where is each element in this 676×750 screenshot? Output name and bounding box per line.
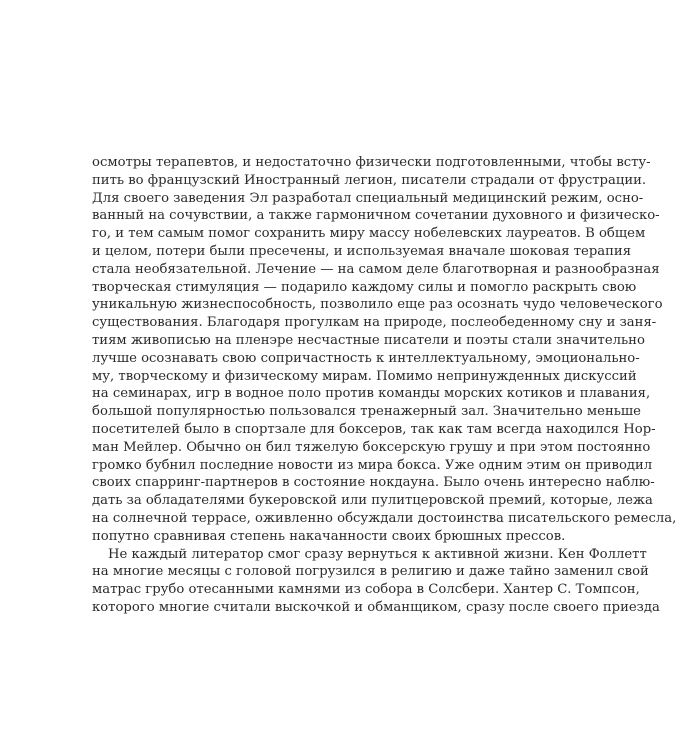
text-line: го, и тем самым помог сохранить миру массу нобелевских лауреатов. В общем: [92, 226, 646, 242]
text-line: ман Мейлер. Обычно он бил тяжелую боксерскую грушу и при этом постоянно: [92, 439, 651, 455]
body-text: [92, 154, 676, 617]
text-line: на солнечной террасе, оживленно обсуждали достоинства писательского ремесла,: [92, 510, 676, 526]
text-line: громко бубнил последние новости из мира бокса. Уже одним этим он приводил: [92, 457, 653, 473]
text-line: которого многие считали выскочкой и обманщиком, сразу после своего приезда: [92, 599, 660, 615]
text-line: стала необязательной. Лечение — на самом деле благотворная и разнообразная: [92, 261, 660, 277]
text-line: на многие месяцы с головой погрузился в религию и даже тайно заменил свой: [92, 564, 649, 580]
text-line: лучше осознавать свою сопричастность к интеллектуальному, эмоционально-: [92, 350, 640, 366]
text-line: большой популярностью пользовался тренажерный зал. Значительно меньше: [92, 404, 641, 420]
text-line: Для своего заведения Эл разработал специальный медицинский режим, осно-: [92, 190, 644, 206]
text-line: на семинарах, игр в водное поло против команды морских котиков и плавания,: [92, 386, 651, 402]
text-line: творческая стимуляция — подарило каждому силы и помогло раскрыть свою: [92, 279, 637, 295]
text-line: уникальную жизнеспособность, позволило еще раз осознать чудо человеческого: [92, 297, 663, 313]
text-line: попутно сравнивая степень накачанности своих брюшных прессов.: [92, 528, 566, 544]
text-line: и целом, потери были пресечены, и используемая вначале шоковая терапия: [92, 243, 632, 259]
paragraph: [92, 154, 676, 546]
text-line: тиям живописью на пленэре несчастные писатели и поэты стали значительно: [92, 332, 645, 348]
text-line: посетителей было в спортзале для боксеров, так как там всегда находился Нор-: [92, 421, 656, 437]
text-line: пить во французский Иностранный легион, писатели страдали от фрустрации.: [92, 172, 647, 188]
text-line: му, творческому и физическому мирам. Помимо непринужденных дискуссий: [92, 368, 637, 384]
text-line: своих спарринг-партнеров в состояние нокдауна. Было очень интересно наблю-: [92, 475, 655, 491]
paragraph: [92, 546, 660, 617]
text-line: ванный на сочувствии, а также гармоничном сочетании духовного и физическо-: [92, 208, 660, 224]
text-line: матрас грубо отесанными камнями из собора в Солсбери. Хантер С. Томпсон,: [92, 582, 640, 598]
text-line: дать за обладателями букеровской или пулитцеровской премий, которые, лежа: [92, 493, 653, 509]
text-line: Не каждый литератор смог сразу вернуться к активной жизни. Кен Фоллетт: [108, 546, 647, 562]
text-line: существования. Благодаря прогулкам на природе, послеобеденному сну и заня-: [92, 315, 657, 331]
text-line: осмотры терапевтов, и недостаточно физически подготовленными, чтобы всту-: [92, 155, 651, 170]
